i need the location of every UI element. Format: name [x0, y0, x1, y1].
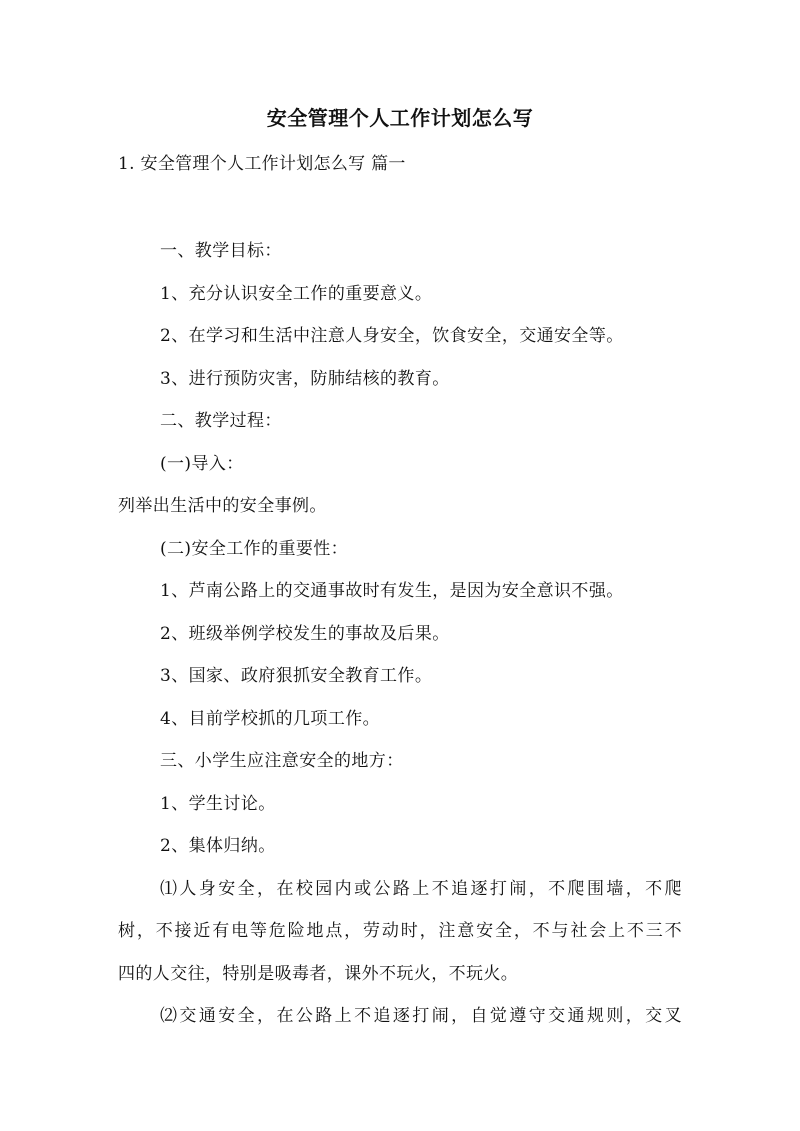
- list-item: 1、芦南公路上的交通事故时有发生，是因为安全意识不强。: [160, 581, 624, 601]
- list-item: 2、集体归纳。: [160, 836, 276, 856]
- list-item: 3、国家、政府狠抓安全教育工作。: [160, 666, 433, 686]
- paragraph-line: ⑵交通安全，在公路上不追逐打闹，自觉遵守交通规则，交叉: [160, 1006, 682, 1026]
- subheading-importance: (二)安全工作的重要性：: [160, 539, 349, 559]
- heading-safety-places: 三、小学生应注意安全的地方：: [160, 751, 404, 771]
- list-item: 2、在学习和生活中注意人身安全，饮食安全，交通安全等。: [160, 326, 624, 346]
- subheading-intro: (一)导入：: [160, 454, 244, 474]
- list-item: 4、目前学校抓的几项工作。: [160, 709, 381, 729]
- list-item: 1、学生讨论。: [160, 794, 276, 814]
- section-heading: 1. 安全管理个人工作计划怎么写 篇一: [118, 154, 406, 174]
- paragraph-line: 四的人交往，特别是吸毒者，课外不玩火，不玩火。: [118, 964, 519, 984]
- paragraph-line: ⑴人身安全，在校园内或公路上不追逐打闹，不爬围墙，不爬: [160, 879, 682, 899]
- heading-teaching-process: 二、教学过程：: [160, 411, 282, 431]
- paragraph-line: 树，不接近有电等危险地点，劳动时，注意安全，不与社会上不三不: [118, 921, 682, 941]
- document-title: 安全管理个人工作计划怎么写: [266, 106, 534, 130]
- paragraph-line: 列举出生活中的安全事例。: [118, 496, 327, 516]
- list-item: 2、班级举例学校发生的事故及后果。: [160, 624, 450, 644]
- heading-teaching-goals: 一、教学目标：: [160, 241, 282, 261]
- list-item: 3、进行预防灾害，防肺结核的教育。: [160, 369, 450, 389]
- list-item: 1、充分认识安全工作的重要意义。: [160, 284, 433, 304]
